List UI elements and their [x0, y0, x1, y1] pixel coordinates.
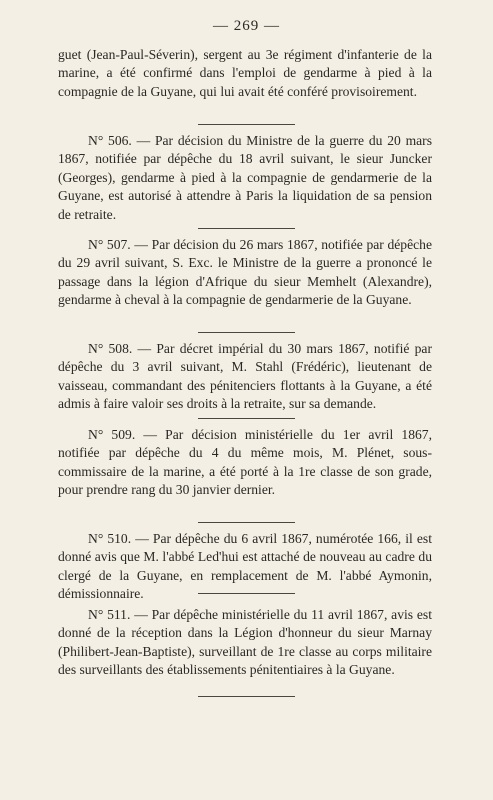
entry-511 [58, 606, 432, 680]
entry-text: N° 511. — Par dépêche ministérielle du 11 avril 1867, avis est donné de la réception dans la Légion d'honneur du sieur Marnay (Philibert-Jean-Baptiste), surveillant de 1re classe au corps militaire des surveillants des établissements pénitentiaires à la Guyane. [58, 607, 432, 678]
entry-text: N° 510. — Par dépêche du 6 avril 1867, numérotée 166, il est donné avis que M. l'abbé Led'hui est attaché de nouveau au cadre du clergé de la Guyane, en remplacement de M. l'abbé Aymonin, démissionnaire. [58, 531, 432, 602]
entry-506 [58, 132, 432, 224]
entry-text: N° 507. — Par décision du 26 mars 1867, notifiée par dépêche du 29 avril suivant, S. Exc. le Ministre de la guerre a prononcé le passage dans la légion d'Afrique du sieur Memhelt (Alexandre), gendarme à cheval à la compagnie de gendarmerie de la Guyane. [58, 237, 432, 308]
entry-507 [58, 236, 432, 310]
separator-rule [198, 228, 295, 229]
entry-text: N° 508. — Par décret impérial du 30 mars 1867, notifié par dépêche du 3 avril suivant, M. Stahl (Frédéric), lieutenant de vaisseau, commandant des pénitenciers flottants à la Guyane, a été admis à faire valoir ses droits à la retraite, sur sa demande. [58, 341, 432, 412]
separator-rule [198, 593, 295, 594]
entry-509 [58, 426, 432, 500]
separator-rule [198, 696, 295, 697]
separator-rule [198, 124, 295, 125]
entry-text: guet (Jean-Paul-Séverin), sergent au 3e régiment d'infanterie de la marine, a été confirmé dans l'emploi de gendarme à pied à la compagnie de la Guyane, qui lui avait été conféré provisoirement. [58, 47, 432, 99]
separator-rule [198, 418, 295, 419]
entry-text: N° 509. — Par décision ministérielle du 1er avril 1867, notifiée par dépêche du 4 du même mois, M. Plénet, sous-commissaire de la marine, a été porté à la 1re classe de son grade, pour prendre rang du 30 janvier dernier. [58, 427, 432, 498]
entry-508 [58, 340, 432, 414]
entry-continuation [58, 46, 432, 101]
entry-text: N° 506. — Par décision du Ministre de la guerre du 20 mars 1867, notifiée par dépêche du 18 avril suivant, le sieur Juncker (Georges), gendarme à pied à la compagnie de gendarmerie de la Guyane, est autorisé à attendre à Paris la liquidation de sa pension de retraite. [58, 133, 432, 222]
page-number: — 269 — [213, 18, 280, 34]
separator-rule [198, 522, 295, 523]
separator-rule [198, 332, 295, 333]
